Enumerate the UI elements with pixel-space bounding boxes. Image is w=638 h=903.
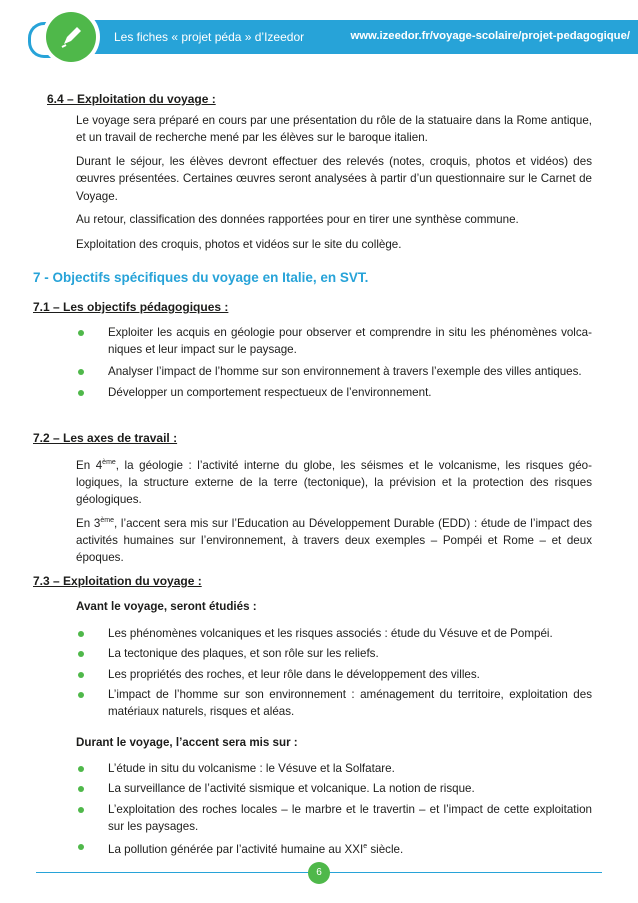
paragraph-text: En 4 — [76, 458, 103, 472]
superscript: ème — [102, 459, 116, 466]
list-item-text: La tectonique des plaques, et son rôle sur les reliefs. — [108, 647, 379, 661]
list-item-text: Les propriétés des roches, et leur rôle dans le développement des villes. — [108, 667, 480, 681]
izeedor-logo — [42, 8, 100, 66]
list-item-text: La surveillance de l’activité sismique et volcanique. La notion de risque. — [108, 782, 475, 796]
bullet-icon — [78, 369, 84, 375]
list-item-text: L’impact de l’homme sur son environnement : aménagement du territoire, exploitation des matériaux naturels, risques et aléas. — [108, 687, 592, 719]
bullet-icon — [78, 631, 84, 637]
list-item — [76, 363, 592, 380]
heading-7-3: 7.3 – Exploitation du voyage : — [33, 574, 202, 588]
list-item — [76, 686, 592, 721]
list-item-text: siècle. — [367, 843, 404, 857]
list-item-text: L’exploitation des roches locales – le marbre et le travertin – et l’impact de cette exploitation sur les paysages. — [108, 802, 592, 833]
list-item — [76, 838, 592, 858]
bullet-icon — [78, 672, 84, 678]
logo-circle — [46, 12, 96, 62]
objectives-list — [76, 324, 592, 401]
paragraph-text: , la géologie : l’activité interne du globe, les séismes et le volcanisme, les risques géo-logiques, la structure externe de la terre (tectonique), la prévision et la protection des risques géologiques. — [76, 458, 592, 507]
section-7-heading: 7 - Objectifs spécifiques du voyage en Italie, en SVT. — [33, 270, 369, 285]
paragraph: Au retour, classification des données rapportées pour en tirer une synthèse commune. — [76, 213, 519, 226]
list-item — [76, 666, 592, 683]
list-item-text: Les phénomènes volcaniques et les risques associés : étude du Vésuve et de Pompéi. — [108, 627, 553, 640]
bullet-icon — [78, 786, 84, 792]
bullet-icon — [78, 692, 84, 698]
list-item — [76, 645, 592, 662]
before-list — [76, 625, 592, 720]
bullet-icon — [78, 390, 84, 396]
header-url[interactable]: www.izeedor.fr/voyage-scolaire/projet-pedagogique/ — [350, 30, 630, 42]
paragraph-text: En 3 — [76, 516, 101, 530]
page-number: 6 — [308, 862, 330, 884]
bullet-icon — [78, 807, 84, 813]
bullet-icon — [78, 844, 84, 850]
list-item — [76, 324, 592, 359]
page-header — [0, 0, 638, 88]
paragraph — [76, 454, 592, 509]
paragraph: Exploitation des croquis, photos et vidéos sur le site du collège. — [76, 238, 402, 251]
subheading-before: Avant le voyage, seront étudiés : — [76, 600, 257, 613]
heading-7-1: 7.1 – Les objectifs pédagogiques : — [33, 300, 229, 314]
list-item-text: L’étude in situ du volcanisme : le Vésuve et la Solfatare. — [108, 762, 395, 775]
list-item-text: Analyser l’impact de l’homme sur son environnement à travers l’exemple des villes antiques. — [108, 364, 582, 378]
bullet-icon — [78, 651, 84, 657]
list-item — [76, 801, 592, 836]
superscript: e — [363, 843, 368, 851]
pen-icon — [58, 24, 84, 50]
list-item-text: La pollution générée par l’activité humaine au XXI — [108, 843, 364, 857]
list-item-text: Développer un comportement respectueux de l’environnement. — [108, 385, 432, 399]
paragraph: Le voyage sera préparé en cours par une présentation du rôle de la statuaire dans la Rome antique, et un travail de recherche mené par les élèves sur le baroque italien. — [76, 114, 592, 145]
list-item — [76, 780, 592, 797]
bullet-icon — [78, 330, 84, 336]
header-bar — [58, 20, 638, 54]
list-item-text: Exploiter les acquis en géologie pour observer et comprendre in situ les phénomènes volca-niques et leur impact sur le paysage. — [108, 326, 592, 357]
subheading-during: Durant le voyage, l’accent sera mis sur : — [76, 736, 298, 749]
paragraph — [76, 512, 592, 567]
list-item — [76, 625, 592, 642]
superscript: ème — [100, 517, 114, 524]
heading-7-2: 7.2 – Les axes de travail : — [33, 431, 178, 445]
list-item — [76, 384, 592, 401]
list-item — [76, 760, 592, 777]
during-list — [76, 760, 592, 858]
paragraph-text: , l’accent sera mis sur l’Education au Développement Durable (EDD) : étude de l’impact des activités humaines sur l’environnement, à travers deux exemples – Pompéi et Rome – et deux époques. — [76, 516, 592, 565]
heading-6-4: 6.4 – Exploitation du voyage : — [47, 92, 216, 106]
bullet-icon — [78, 766, 84, 772]
header-title: Les fiches « projet péda » d’Izeedor — [114, 30, 305, 44]
paragraph: Durant le séjour, les élèves devront effectuer des relevés (notes, croquis, photos et vidéos) des œuvres présentées. Certaines œuvres seront analysées à partir d’un questionnaire sur le Carnet de Voyage. — [76, 155, 592, 203]
